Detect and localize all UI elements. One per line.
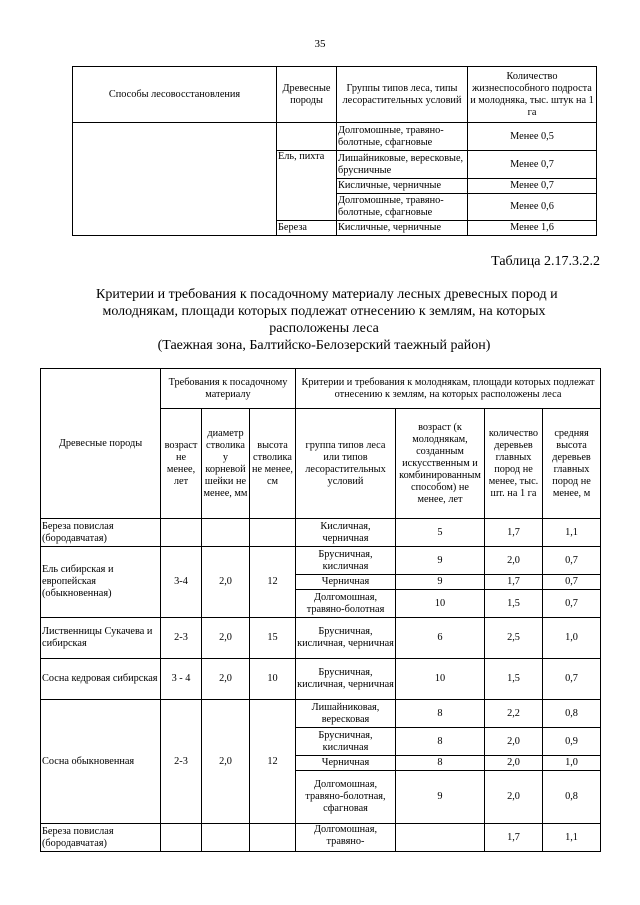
table-cell: 12: [250, 547, 296, 618]
t2-header-tree-count: количество деревьев главных пород не менее, тыс. шт. на 1 га: [485, 409, 543, 519]
table-cell: 1,7: [485, 575, 543, 590]
table-cell: Менее 0,6: [468, 194, 597, 221]
table-cell: 2,0: [485, 771, 543, 824]
title-line: (Таежная зона, Балтийско-Белозерский таежный район): [157, 338, 491, 353]
table-cell: 9: [396, 575, 485, 590]
t2-header-young-age: возраст (к молоднякам, созданным искусственным и комбинированным способом) не менее, лет: [396, 409, 485, 519]
table-cell: 0,7: [543, 590, 601, 618]
species-cell: Береза повислая (бородавчатая): [41, 519, 161, 547]
table-cell: 0,7: [543, 547, 601, 575]
table-cell: Черничная: [296, 756, 396, 771]
table-cell: 2,0: [202, 700, 250, 824]
title-line: Критерии и требования к посадочному материалу лесных древесных пород и: [96, 287, 558, 302]
species-cell: Сосна кедровая сибирская: [41, 659, 161, 700]
table-cell: 2-3: [161, 618, 202, 659]
table-cell: Долгомошная, травяно-болотная: [296, 590, 396, 618]
table-cell: 2,0: [202, 659, 250, 700]
table-cell: 2,0: [485, 547, 543, 575]
t1-species-fir: Ель, пихта: [277, 151, 337, 221]
species-cell: Лиственницы Сукачева и сибирская: [41, 618, 161, 659]
table-cell: Брусничная, кисличная: [296, 547, 396, 575]
t2-header-avg-height: средняя высота деревьев главных пород не менее, м: [543, 409, 601, 519]
table-cell: 0,7: [543, 575, 601, 590]
table-cell: 1,5: [485, 590, 543, 618]
table-cell: 1,7: [485, 824, 543, 852]
table-cell: Брусничная, кисличная: [296, 728, 396, 756]
table-cell: 8: [396, 700, 485, 728]
table-cell: [161, 824, 202, 852]
table-cell: 6: [396, 618, 485, 659]
table-cell: 9: [396, 771, 485, 824]
table-cell: 2,5: [485, 618, 543, 659]
t1-header-forest-types: Группы типов леса, типы лесорастительных условий: [337, 67, 468, 123]
table-cell: 8: [396, 756, 485, 771]
t1-header-species: Древесные породы: [277, 67, 337, 123]
table-cell: [202, 824, 250, 852]
t2-header-planting: Требования к посадочному материалу: [161, 369, 296, 409]
reforestation-table: [72, 66, 597, 236]
table-cell: 8: [396, 728, 485, 756]
table-cell: 0,8: [543, 771, 601, 824]
table-cell: Менее 0,7: [468, 179, 597, 194]
t2-header-species: Древесные породы: [41, 369, 161, 519]
t1-header-count: Количество жизнеспособного подроста и молодняка, тыс. штук на 1 га: [468, 67, 597, 123]
table-cell: [250, 519, 296, 547]
table-cell: Менее 0,5: [468, 123, 597, 151]
table-title: [96, 286, 558, 354]
table-cell: 1,5: [485, 659, 543, 700]
t1-species-empty: [277, 123, 337, 151]
t1-header-methods: Способы лесовосстановления: [73, 67, 277, 123]
table-cell: 5: [396, 519, 485, 547]
table-cell: 3-4: [161, 547, 202, 618]
title-line: расположены леса: [269, 321, 379, 336]
table-cell: 1,0: [543, 756, 601, 771]
table-cell: 1,1: [543, 824, 601, 852]
table-cell: Брусничная, кисличная, черничная: [296, 659, 396, 700]
table-cell: Долгомошная, травяно-: [296, 824, 396, 852]
table-cell: Кисличная, черничная: [296, 519, 396, 547]
table-cell: 10: [396, 590, 485, 618]
table-cell: 2,2: [485, 700, 543, 728]
table-cell: Кисличные, черничные: [337, 179, 468, 194]
table-cell: 2-3: [161, 700, 202, 824]
t2-header-young: Критерии и требования к молоднякам, площади которых подлежат отнесению к землям, на которых расположены леса: [296, 369, 601, 409]
table-cell: 10: [396, 659, 485, 700]
title-line: молоднякам, площади которых подлежат отнесению к землям, на которых: [102, 304, 546, 319]
species-cell: Ель сибирская и европейская (обыкновенная): [41, 547, 161, 618]
table-cell: Кисличные, черничные: [337, 221, 468, 236]
table-cell: 0,7: [543, 659, 601, 700]
table-cell: 1,7: [485, 519, 543, 547]
table-cell: 2,0: [202, 547, 250, 618]
table-cell: 2,0: [202, 618, 250, 659]
table-cell: 12: [250, 700, 296, 824]
table-cell: 15: [250, 618, 296, 659]
table-cell: Менее 0,7: [468, 151, 597, 179]
table-cell: 9: [396, 547, 485, 575]
criteria-table: [40, 368, 601, 852]
page-number: 35: [314, 38, 326, 50]
t2-header-height: высота стволика не менее, см: [250, 409, 296, 519]
t2-header-age: возраст не менее, лет: [161, 409, 202, 519]
table-cell: 1,1: [543, 519, 601, 547]
table-cell: 0,8: [543, 700, 601, 728]
table-cell: Долгомошные, травяно-болотные, сфагновые: [337, 194, 468, 221]
table-cell: Лишайниковые, вересковые, брусничные: [337, 151, 468, 179]
species-cell: Береза повислая (бородавчатая): [41, 824, 161, 852]
table-cell: [202, 519, 250, 547]
table-cell: Долгомошная, травяно-болотная, сфагновая: [296, 771, 396, 824]
table-cell: Брусничная, кисличная, черничная: [296, 618, 396, 659]
table-cell: 10: [250, 659, 296, 700]
table-cell: 0,9: [543, 728, 601, 756]
table-cell: 2,0: [485, 728, 543, 756]
table-cell: 1,0: [543, 618, 601, 659]
table-cell: [161, 519, 202, 547]
table-cell: 2,0: [485, 756, 543, 771]
t2-header-forest-type: группа типов леса или типов лесорастительных условий: [296, 409, 396, 519]
t1-methods-cell: [73, 123, 277, 236]
table-cell: [250, 824, 296, 852]
table-cell: [396, 824, 485, 852]
t1-species-birch: Береза: [277, 221, 337, 236]
table-cell: 3 - 4: [161, 659, 202, 700]
table-label: Таблица 2.17.3.2.2: [491, 254, 600, 269]
table-cell: Черничная: [296, 575, 396, 590]
table-cell: Долгомошные, травяно-болотные, сфагновые: [337, 123, 468, 151]
t2-header-diameter: диаметр стволика у корневой шейки не менее, мм: [202, 409, 250, 519]
table-cell: Лишайниковая, вересковая: [296, 700, 396, 728]
species-cell: Сосна обыкновенная: [41, 700, 161, 824]
table-cell: Менее 1,6: [468, 221, 597, 236]
